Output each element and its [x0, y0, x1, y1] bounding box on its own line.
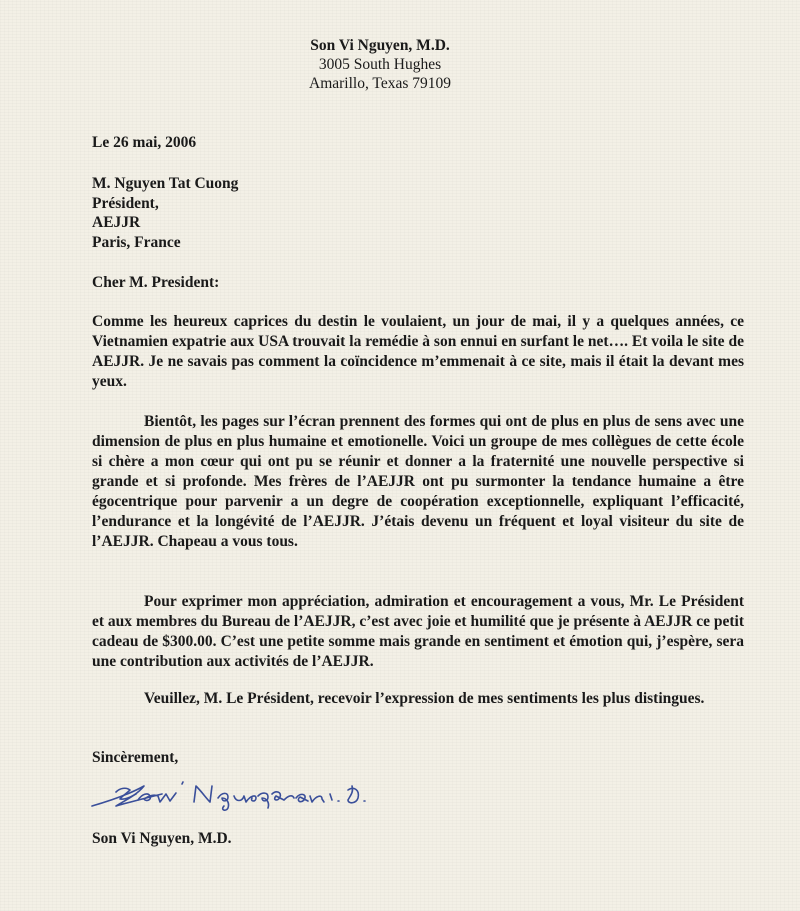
letterhead-city: Amarillo, Texas 79109 — [309, 75, 451, 92]
letterhead-name: Son Vi Nguyen, M.D. — [310, 37, 450, 54]
letterhead — [0, 36, 760, 93]
recipient-address — [92, 174, 752, 252]
closing: Sincèrement, — [92, 749, 179, 766]
recipient-title: Président, — [92, 194, 159, 212]
body-paragraph-3: Pour exprimer mon appréciation, admiration et encouragement a vous, Mr. Le Président et aux membres du Bureau de l’AEJJR, c’est avec joie et humilité que je présente à AEJJR ce petit cadeau de $300.00. C’est une petite somme mais grande en sentiment et émotion qui, j’espère, sera une contribution aux activités de l’AEJJR. — [92, 593, 744, 670]
recipient-name: M. Nguyen Tat Cuong — [92, 175, 239, 192]
letter-date: Le 26 mai, 2006 — [92, 134, 197, 151]
signature-text: Sonvi Nguyen M.D. — [86, 772, 95, 773]
letterhead-street: 3005 South Hughes — [318, 56, 442, 73]
recipient-organization: AEJJR — [92, 214, 141, 231]
salutation: Cher M. President: — [92, 274, 220, 291]
signer-name: Son Vi Nguyen, M.D. — [92, 830, 232, 847]
body-paragraph-2: Bientôt, les pages sur l’écran prennent des formes qui ont de plus en plus de sens avec une dimension de plus en plus humaine et emotionelle. Voici un groupe de mes collègues de cette école si chère a mon cœur qui ont pu se réunir et donner a la fraternité une nouvelle perspective si grande et si profonde. Mes frères de l’AEJJR ont pu surmonter la tendance humaine a être égocentrique pour parvenir a un degre de coopération exceptionnelle, expliquant l’efficacité, l’endurance et la longévité de l’AEJJR. J’étais devenu un fréquent et loyal visiteur du site de l’AEJJR. Chapeau a vous tous. — [92, 413, 744, 550]
handwritten-signature — [86, 772, 396, 818]
recipient-city: Paris, France — [92, 233, 181, 251]
body-paragraph-4: Veuillez, M. Le Président, recevoir l’expression de mes sentiments les plus distingues. — [144, 690, 705, 707]
body-paragraph-1: Comme les heureux caprices du destin le voulaient, un jour de mai, il y a quelques années, ce Vietnamien expatrie aux USA trouvait la remédie à son ennui en surfant le net…. Et voila le site de AEJJR. Je ne savais pas comment la coïncidence m’emmenait à ce site, mais il était la devant mes yeux. — [92, 313, 744, 390]
